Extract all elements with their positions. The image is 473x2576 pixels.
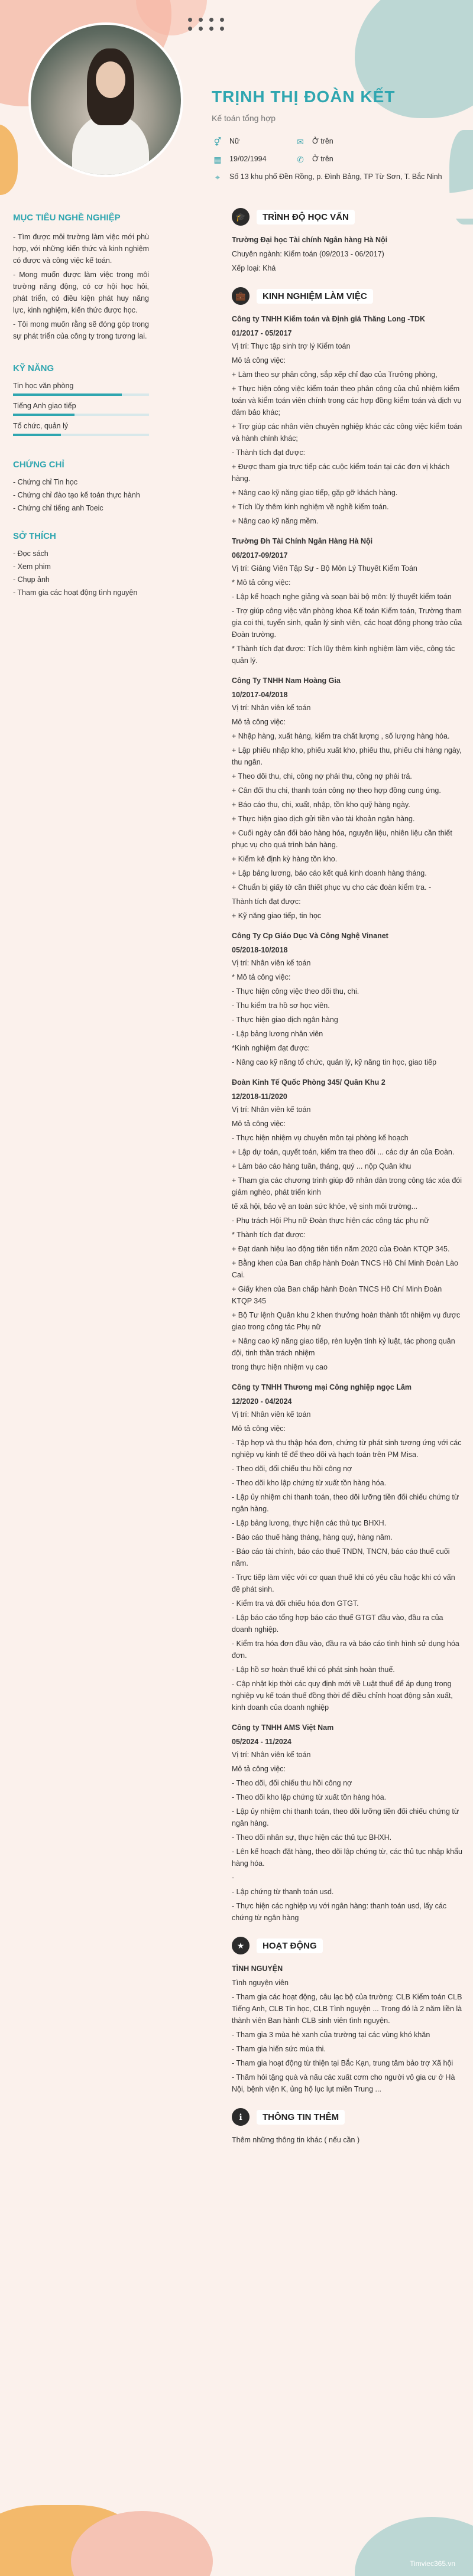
job-detail-line: + Cuối ngày cân đối báo hàng hóa, nguyên liệu, nhiên liệu cần thiết phục vụ cho quá trình bán hàng.	[232, 829, 452, 849]
job-detail-line: + Bằng khen của Ban chấp hành Đoàn TNCS Hồ Chí Minh Đoàn Lào Cai.	[232, 1259, 459, 1279]
job-detail-line: - Lập chứng từ thanh toán usd.	[232, 1888, 334, 1896]
skill-item	[13, 382, 149, 396]
company-name: Trường Đh Tài Chính Ngân Hàng Hà Nội	[232, 537, 373, 545]
job-detail-line: Mô tả công việc:	[232, 356, 286, 365]
job-entry	[232, 1076, 462, 1373]
phone-value: Ở trên	[312, 155, 333, 163]
education-heading: TRÌNH ĐỘ HỌC VẤN	[257, 210, 355, 225]
skill-fill	[13, 393, 122, 396]
job-period: 12/2020 - 04/2024	[232, 1397, 292, 1406]
activity-line: - Tham gia các hoạt động, câu lạc bộ của trường: CLB Kiểm toán CLB Tiếng Anh, CLB Tin học, CLB Tình nguyện ... Trong đó là 2 năm liền là thành viên Ban hành CLB sinh viên tình nguyện.	[232, 1993, 462, 2025]
address-value: Số 13 khu phố Đền Rồng, p. Đình Bảng, TP Từ Sơn, T. Bắc Ninh	[229, 173, 442, 181]
job-period: 10/2017-04/2018	[232, 691, 288, 699]
job-detail-line: + Cân đối thu chi, thanh toán công nợ theo hợp đồng cung ứng.	[232, 786, 441, 795]
job-detail-line: + Lập dự toán, quyết toán, kiểm tra theo dõi ... các dự án của Đoàn.	[232, 1148, 455, 1156]
job-detail-line: - Thực hiện các nghiệp vụ với ngân hàng: thanh toán usd, lấy các chứng từ ngân hàng	[232, 1902, 447, 1922]
job-detail-line: - Theo dõi nhân sự, thực hiện các thủ tục BHXH.	[232, 1833, 392, 1842]
job-detail-line: - Lập bảng lương, thực hiện các thủ tục BHXH.	[232, 1519, 387, 1527]
skill-label: Tin học văn phòng	[13, 382, 74, 390]
company-name: Công ty TNHH Thương mại Công nghiệp ngọc Lâm	[232, 1383, 412, 1391]
job-detail-line: - Kiểm tra hóa đơn đầu vào, đầu ra và báo cáo tình hình sử dụng hóa đơn.	[232, 1640, 459, 1660]
job-detail-line: - Theo dõi kho lập chứng từ xuất tồn hàng hóa.	[232, 1479, 387, 1487]
job-detail-line: * Thành tích đạt được:	[232, 1231, 306, 1239]
skill-fill	[13, 434, 61, 436]
company-name: Công Ty Cp Giáo Dục Và Công Nghệ Vinanet	[232, 932, 388, 940]
job-detail-line: Vị trí: Nhân viên kế toán	[232, 959, 311, 967]
job-detail-line: + Nâng cao kỹ năng mềm.	[232, 517, 319, 525]
company-name: Đoàn Kinh Tế Quốc Phòng 345/ Quân Khu 2	[232, 1078, 385, 1087]
job-detail-line: Vị trí: Nhân viên kế toán	[232, 1410, 311, 1419]
job-detail-line: - Thu kiểm tra hồ sơ học viên.	[232, 1001, 330, 1010]
activity-org: TÌNH NGUYỆN	[232, 1964, 283, 1973]
job-detail-line: + Nâng cao kỹ năng giao tiếp, gặp gỡ khách hàng.	[232, 489, 398, 497]
job-detail-line: + Trợ giúp các nhân viên chuyên nghiệp khác các công việc kiểm toán và hành chính khác;	[232, 422, 462, 443]
job-detail-line: + Báo cáo thu, chi, xuất, nhập, tồn kho quỹ hàng ngày.	[232, 801, 410, 809]
job-entry	[232, 535, 462, 666]
objective-text: - Tôi mong muốn rằng sẽ đóng góp trong sự phát triển của công ty trong tương lai.	[13, 320, 149, 340]
list-item: - Chứng chỉ Tin học	[13, 478, 78, 486]
job-detail-line: - Kiểm tra và đối chiếu hóa đơn GTGT.	[232, 1599, 359, 1608]
activity-line: - Tham gia 3 mùa hè xanh của trường tại các vùng khó khăn	[232, 2031, 430, 2039]
gender-icon: ⚥	[213, 137, 222, 147]
list-item: - Xem phim	[13, 562, 51, 571]
job-entry	[232, 675, 462, 922]
job-detail-line: + Theo dõi thu, chi, công nợ phải thu, công nợ phải trả.	[232, 772, 412, 780]
job-detail-line: - Thực hiện giao dịch ngân hàng	[232, 1016, 338, 1024]
company-name: Công ty TNHH Kiểm toán và Định giá Thăng Long -TDK	[232, 315, 426, 323]
job-detail-line: - Nâng cao kỹ năng tổ chức, quản lý, kỹ năng tin học, giao tiếp	[232, 1058, 437, 1066]
decor-dots	[188, 18, 226, 31]
job-detail-line: Mô tả công việc:	[232, 1120, 286, 1128]
job-detail-line: - Báo cáo tài chính, báo cáo thuế TNDN, TNCN, báo cáo thuế cuối năm.	[232, 1547, 450, 1567]
job-detail-line: - Thực hiện công việc theo dõi thu, chi.	[232, 987, 359, 996]
company-name: Công Ty TNHH Nam Hoàng Gia	[232, 676, 341, 685]
job-detail-line: + Đạt danh hiệu lao động tiên tiến năm 2020 của Đoàn KTQP 345.	[232, 1245, 450, 1253]
skill-label: Tổ chức, quản lý	[13, 422, 69, 430]
job-detail-line: - Phụ trách Hội Phụ nữ Đoàn thực hiện các công tác phụ nữ	[232, 1217, 429, 1225]
job-detail-line: - Lập hồ sơ hoàn thuế khi có phát sinh hoàn thuế.	[232, 1666, 395, 1674]
job-period: 01/2017 - 05/2017	[232, 329, 292, 337]
skill-item	[13, 402, 149, 416]
job-detail-line: Vị trí: Nhân viên kế toán	[232, 1751, 311, 1759]
job-detail-line: - Trực tiếp làm việc với cơ quan thuế khi có yêu cầu hoặc khi có vấn đề phát sinh.	[232, 1573, 455, 1593]
job-detail-line: - Lên kế hoạch đặt hàng, theo dõi lập chứng từ, các thủ tục nhập khẩu hàng hóa.	[232, 1848, 462, 1868]
skill-bar	[13, 393, 149, 396]
job-detail-line: - Báo cáo thuế hàng tháng, hàng quý, hàng năm.	[232, 1533, 393, 1541]
job-detail-line: - Theo dõi, đối chiếu thu hồi công nợ	[232, 1465, 352, 1473]
education-line: Xếp loại: Khá	[232, 264, 276, 272]
gender-value: Nữ	[229, 137, 240, 145]
birthday-value: 19/02/1994	[229, 155, 267, 163]
list-item: - Đọc sách	[13, 549, 48, 558]
list-item: - Chụp ảnh	[13, 575, 50, 584]
job-detail-line: + Thực hiện giao dịch gửi tiền vào tài khoản ngân hàng.	[232, 815, 415, 823]
job-detail-line: + Làm theo sự phân công, sắp xếp chỉ đạo của Trưởng phòng,	[232, 370, 438, 379]
job-period: 05/2024 - 11/2024	[232, 1738, 291, 1746]
briefcase-icon: 💼	[232, 287, 250, 305]
activity-list	[232, 1977, 462, 2095]
job-detail-line: * Thành tích đạt được: Tích lũy thêm kinh nghiệm làm việc, công tác quản lý.	[232, 645, 455, 665]
job-period: 12/2018-11/2020	[232, 1092, 287, 1101]
job-detail-line: tế xã hội, bảo vệ an toàn sức khỏe, vệ sinh môi trường...	[232, 1202, 417, 1211]
calendar-icon: ▦	[213, 155, 222, 164]
marital-value: Ở trên	[312, 137, 333, 145]
hobbies-heading: SỞ THÍCH	[13, 531, 56, 541]
job-detail-line: - Cập nhật kịp thời các quy định mới về Luật thuế để áp dụng trong nghiệp vụ kế toán thuế đồng thời để điều chỉnh hoạt động sản xuất, kinh doanh của doanh nghiệp	[232, 1680, 453, 1712]
job-detail-line: + Kỹ năng giao tiếp, tin học	[232, 912, 322, 920]
job-detail-line: + Lập bảng lương, báo cáo kết quả kinh doanh hàng tháng.	[232, 869, 427, 877]
skill-item	[13, 422, 149, 436]
job-detail-line: *Kinh nghiệm đạt được:	[232, 1044, 310, 1052]
experience-section	[232, 287, 462, 1924]
job-detail-line: Vị trí: Nhân viên kế toán	[232, 704, 311, 712]
job-detail-line: + Chuẩn bị giấy tờ cần thiết phục vụ cho các đoàn kiểm tra. -	[232, 883, 432, 892]
job-period: 05/2018-10/2018	[232, 946, 288, 954]
job-detail-line: Mô tả công việc:	[232, 1424, 286, 1433]
skill-bar	[13, 434, 149, 436]
activities-heading: HOẠT ĐỘNG	[257, 1938, 323, 1953]
job-detail-line: - Lập bảng lương nhân viên	[232, 1030, 323, 1038]
activity-icon: ★	[232, 1937, 250, 1954]
job-detail-line: - Trợ giúp công việc văn phòng khoa Kế toán Kiểm toán, Trường tham gia coi thi, tuyển sinh, quản lý sinh viên, các hoạt động phong trào của Đoàn trường.	[232, 607, 462, 639]
job-detail-line: Vị trí: Giảng Viên Tập Sự - Bộ Môn Lý Thuyết Kiểm Toán	[232, 564, 417, 573]
job-entry	[232, 1722, 462, 1924]
job-detail-line: Mô tả công việc:	[232, 1765, 286, 1773]
job-list	[232, 313, 462, 1924]
job-detail-line: - Lập báo cáo tổng hợp báo cáo thuế GTGT đầu vào, đầu ra của doanh nghiệp.	[232, 1614, 443, 1634]
job-detail-line: + Bộ Tư lệnh Quân khu 2 khen thưởng hoàn thành tốt nhiệm vụ được giao trong công tác Phụ nữ	[232, 1311, 461, 1331]
activity-line: - Thăm hỏi tặng quà và nấu các xuất cơm cho người vô gia cư ở Hà Nội, bệnh viện K, ủng hộ lục lụt miền Trung ...	[232, 2073, 455, 2093]
activity-line: - Tham gia hiến sức mùa thi.	[232, 2045, 326, 2053]
job-detail-line: Mô tả công việc:	[232, 718, 286, 726]
more-info-section	[232, 2108, 462, 2146]
job-detail-line: * Mô tả công việc:	[232, 973, 291, 981]
job-detail-line: Thành tích đạt được:	[232, 897, 301, 906]
location-pin-icon: ⌖	[215, 173, 220, 182]
job-detail-line: + Được tham gia trực tiếp các cuộc kiểm toán tại các đơn vị khách hàng.	[232, 463, 450, 483]
right-column	[232, 208, 462, 2159]
job-detail-line: - Lập ủy nhiệm chi thanh toán, theo dõi lưỡng tiền đối chiếu chứng từ ngân hàng.	[232, 1807, 459, 1827]
skill-bar	[13, 414, 149, 416]
job-detail-line: + Lập phiếu nhập kho, phiếu xuất kho, phiếu thu, phiếu chi hàng ngày, thu ngân.	[232, 746, 462, 766]
job-detail-line: -	[232, 1874, 235, 1882]
job-entry	[232, 313, 462, 527]
watermark: Timviec365.vn	[410, 2559, 455, 2568]
job-entry	[232, 1381, 462, 1713]
objective-text: - Tìm được môi trường làm việc mới phù hợp, với những kiến thức và kinh nghiệm có được và công việc kế toán.	[13, 233, 149, 265]
job-detail-line: - Tập hợp và thu thập hóa đơn, chứng từ phát sinh tương ứng với các nghiệp vụ kinh tế để theo dõi và hạch toán trên PM Misa.	[232, 1439, 462, 1459]
envelope-icon: ✉	[297, 137, 304, 147]
job-detail-line: + Làm báo cáo hàng tuần, tháng, quý ... nộp Quân khu	[232, 1162, 412, 1170]
activities-section	[232, 1937, 462, 2095]
activity-line: Tình nguyện viên	[232, 1979, 289, 1987]
phone-icon: ✆	[297, 155, 304, 164]
job-detail-line: - Thành tích đạt được:	[232, 448, 306, 457]
education-section	[232, 208, 462, 274]
personal-info	[212, 137, 460, 190]
job-detail-line: + Tích lũy thêm kinh nghiệm về nghề kiểm toán.	[232, 503, 389, 511]
job-detail-line: * Mô tả công việc:	[232, 578, 291, 587]
skill-label: Tiếng Anh giao tiếp	[13, 402, 76, 410]
left-column	[13, 213, 149, 601]
job-detail-line: + Tham gia các chương trình giúp đỡ nhân dân trong công tác xóa đói giảm nghèo, phát triển kinh	[232, 1176, 462, 1196]
job-title: Kế toán tổng hợp	[212, 113, 276, 123]
job-detail-line: + Nâng cao kỹ năng giao tiếp, rèn luyện tính kỷ luật, tác phong quân đội, tinh thần trách nhiệm	[232, 1337, 455, 1357]
info-icon: ℹ	[232, 2108, 250, 2126]
objective-heading: MỤC TIÊU NGHỀ NGHIỆP	[13, 213, 121, 223]
list-item: - Chứng chỉ đào tạo kế toán thực hành	[13, 491, 140, 499]
job-detail-line: Vị trí: Nhân viên kế toán	[232, 1105, 311, 1114]
hobbies-list	[13, 549, 149, 597]
job-detail-line: + Thực hiện công việc kiểm toán theo phân công của chủ nhiệm kiểm toán và kiểm toán viên chính trong các hợp đồng kiểm toán và dịch vụ đảm bảo khác;	[232, 385, 462, 417]
certs-list	[13, 478, 149, 512]
job-detail-line: - Thực hiện nhiệm vụ chuyên môn tại phòng kế hoạch	[232, 1134, 409, 1142]
job-detail-line: Vị trí: Thực tập sinh trợ lý Kiểm toán	[232, 342, 351, 350]
job-entry	[232, 930, 462, 1068]
company-name: Công ty TNHH AMS Việt Nam	[232, 1723, 334, 1732]
job-detail-line: - Theo dõi kho lập chứng từ xuất tồn hàng hóa.	[232, 1793, 387, 1801]
job-detail-line: - Theo dõi, đối chiếu thu hồi công nợ	[232, 1779, 352, 1787]
skills-heading: KỸ NĂNG	[13, 363, 54, 373]
job-detail-line: + Nhập hàng, xuất hàng, kiểm tra chất lượng , số lượng hàng hóa.	[232, 732, 450, 740]
job-detail-line: + Kiểm kê định kỳ hàng tồn kho.	[232, 855, 338, 863]
certs-heading: CHỨNG CHỈ	[13, 460, 64, 470]
skill-fill	[13, 414, 74, 416]
job-detail-line: - Lập ủy nhiệm chi thanh toán, theo dõi lưỡng tiền đối chiếu chứng từ ngân hàng.	[232, 1493, 459, 1513]
graduation-cap-icon: 🎓	[232, 208, 250, 226]
school-name: Trường Đại học Tài chính Ngân hàng Hà Nội	[232, 236, 388, 244]
education-line: Chuyên ngành: Kiểm toán (09/2013 - 06/2017)	[232, 250, 384, 258]
more-info-heading: THÔNG TIN THÊM	[257, 2110, 345, 2125]
job-period: 06/2017-09/2017	[232, 551, 288, 560]
list-item: - Chứng chỉ tiếng anh Toeic	[13, 504, 103, 512]
job-detail-line: - Lập kế hoạch nghe giảng và soạn bài bộ môn: lý thuyết kiểm toán	[232, 593, 452, 601]
list-item: - Tham gia các hoạt động tình nguyện	[13, 588, 138, 597]
activity-line: - Tham gia hoạt động từ thiện tại Bắc Kạn, trung tâm bảo trợ Xã hội	[232, 2059, 453, 2067]
experience-heading: KINH NGHIỆM LÀM VIỆC	[257, 289, 373, 304]
job-detail-line: + Giấy khen của Ban chấp hành Đoàn TNCS Hồ Chí Minh Đoàn KTQP 345	[232, 1285, 442, 1305]
avatar	[28, 22, 183, 177]
more-info-text: Thêm những thông tin khác ( nếu cần )	[232, 2136, 360, 2144]
objective-text: - Mong muốn được làm việc trong môi trường năng động, có cơ hội học hỏi, phát triển, có điều kiện phát huy năng lực, kinh nghiệm, kiến thức được học.	[13, 271, 149, 314]
candidate-name: TRỊNH THỊ ĐOÀN KẾT	[212, 87, 396, 106]
job-detail-line: trong thực hiện nhiệm vụ cao	[232, 1363, 328, 1371]
